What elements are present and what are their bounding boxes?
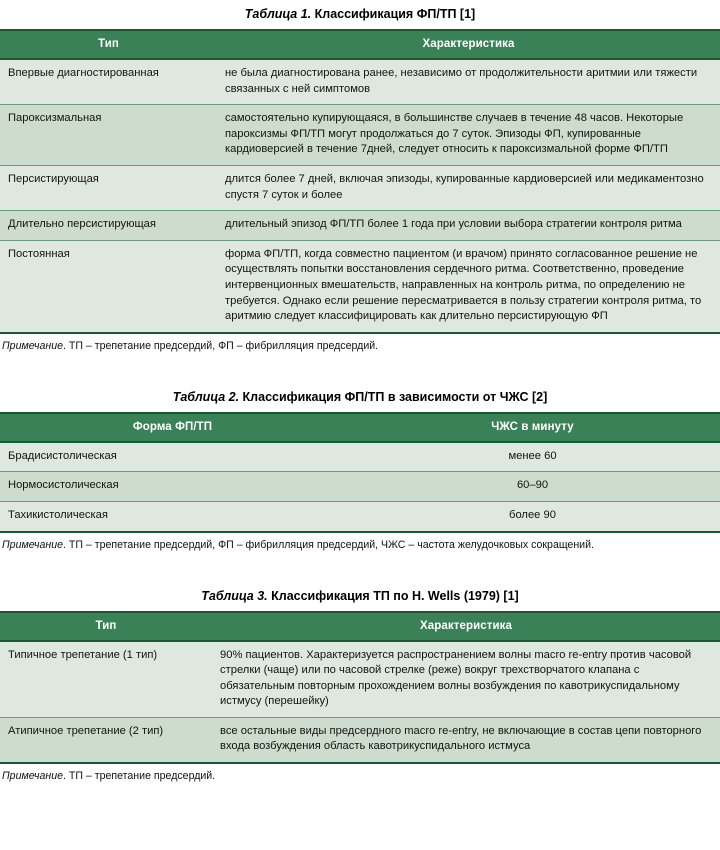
table-cell-rate: 60–90 [345,472,720,502]
table-3-col-header-characteristic: Характеристика [212,612,720,641]
table-2-col-header-form: Форма ФП/ТП [0,413,345,442]
table-cell-characteristic: длительный эпизод ФП/ТП более 1 года при условии выбора стратегии контроля ритма [217,211,720,241]
table-cell-rate: менее 60 [345,442,720,472]
table-row [0,501,720,531]
table-row [0,211,720,241]
table-1-body [0,59,720,333]
table-row [0,240,720,332]
table-1-head [0,30,720,59]
table-2-note-text: . ТП – трепетание предсердий, ФП – фибрилляция предсердий, ЧЖС – частота желудочковых сокращений. [63,538,594,551]
table-3-note-label: Примечание [2,770,64,783]
table-2-note [0,533,720,552]
table-1-note-text: . ТП – трепетание предсердий, ФП – фибрилляция предсердий. [63,339,379,352]
table-2-caption [0,383,720,412]
table-row [0,165,720,210]
table-1-note-label: Примечание [2,339,64,352]
table-block-1 [0,0,720,353]
table-row [0,59,720,105]
table-cell-characteristic: не была диагностирована ранее, независимо от продолжительности аритмии или тяжести связанных с ней симптомов [217,59,720,105]
table-3-caption-title: Классификация ТП по H. Wells (1979) [1] [271,588,519,603]
table-row [0,442,720,472]
table-cell-type: Типичное трепетание (1 тип) [0,641,212,718]
table-cell-characteristic: все остальные виды предсердного macro re-entry, не включающие в состав цепи повторного входа возбуждения область кавотрикуспидального истмуса [212,717,720,763]
table-2-caption-title: Классификация ФП/ТП в зависимости от ЧЖС [2] [242,389,548,404]
table-1-col-header-characteristic: Характеристика [217,30,720,59]
table-3-head [0,612,720,641]
table-header-row [0,413,720,442]
table-cell-characteristic: самостоятельно купирующаяся, в большинстве случаев в течение 48 часов. Некоторые пароксизмы ФП/ТП могут продолжаться до 7 суток. Эпизоды ФП, купированные кардиоверсией в течение 7дней, следует относить к пароксизмальной форме ФП/ТП [217,105,720,166]
table-cell-characteristic: 90% пациентов. Характеризуется распространением волны macro re-entry против часовой стрелки (чаще) или по часовой стрелке (реже) вокруг трехстворчатого клапана с обязательным повторным прохождением волны возбуждения по кавотрикуспидальному истмусу (перешейку) [212,641,720,718]
table-3-col-header-type: Тип [0,612,212,641]
table-cell-type: Персистирующая [0,165,217,210]
table-1-note [0,334,720,353]
table-3-caption-label: Таблица 3. [201,588,268,603]
table-cell-characteristic: форма ФП/ТП, когда совместно пациентом (и врачом) принято согласованное решение не осуществлять попытки восстановления сердечного ритма. Соответственно, проведение интервенционных вмешательств, направленных на контроль ритма, по определению не требуется. Однако если решение пересматривается в пользу стратегии контроля ритма, то аритмию следует классифицировать как длительно персистирующую ФП [217,240,720,332]
table-1-col-header-type: Тип [0,30,217,59]
table-2-note-label: Примечание [2,538,64,551]
table-row [0,641,720,718]
section-spacer [0,353,720,383]
table-2-caption-label: Таблица 2. [172,389,240,404]
table-cell-form: Нормосистолическая [0,472,345,502]
table-cell-type: Длительно персистирующая [0,211,217,241]
table-row [0,717,720,763]
table-2 [0,412,720,533]
table-cell-type: Атипичное трепетание (2 тип) [0,717,212,763]
table-3-note-text: . ТП – трепетание предсердий. [63,770,216,783]
table-cell-rate: более 90 [345,501,720,531]
table-cell-form: Брадисистолическая [0,442,345,472]
table-3-caption [0,582,720,611]
table-1-caption-title: Классификация ФП/ТП [1] [314,7,476,21]
table-row [0,105,720,166]
table-cell-characteristic: длится более 7 дней, включая эпизоды, купированные кардиоверсией или медикаментозно спустя 7 суток и более [217,165,720,210]
table-cell-type: Пароксизмальная [0,105,217,166]
table-3-note [0,764,720,783]
table-header-row [0,612,720,641]
table-1 [0,29,720,334]
section-spacer [0,552,720,582]
table-3-body [0,641,720,764]
table-cell-form: Тахикистолическая [0,501,345,531]
table-cell-type: Постоянная [0,240,217,332]
table-1-caption-label: Таблица 1. [244,7,312,21]
table-3 [0,611,720,765]
table-2-col-header-rate: ЧЖС в минуту [345,413,720,442]
table-cell-type: Впервые диагностированная [0,59,217,105]
table-row [0,472,720,502]
table-block-2 [0,383,720,552]
table-block-3 [0,582,720,784]
table-1-caption [0,0,720,29]
table-2-body [0,442,720,532]
table-header-row [0,30,720,59]
table-2-head [0,413,720,442]
